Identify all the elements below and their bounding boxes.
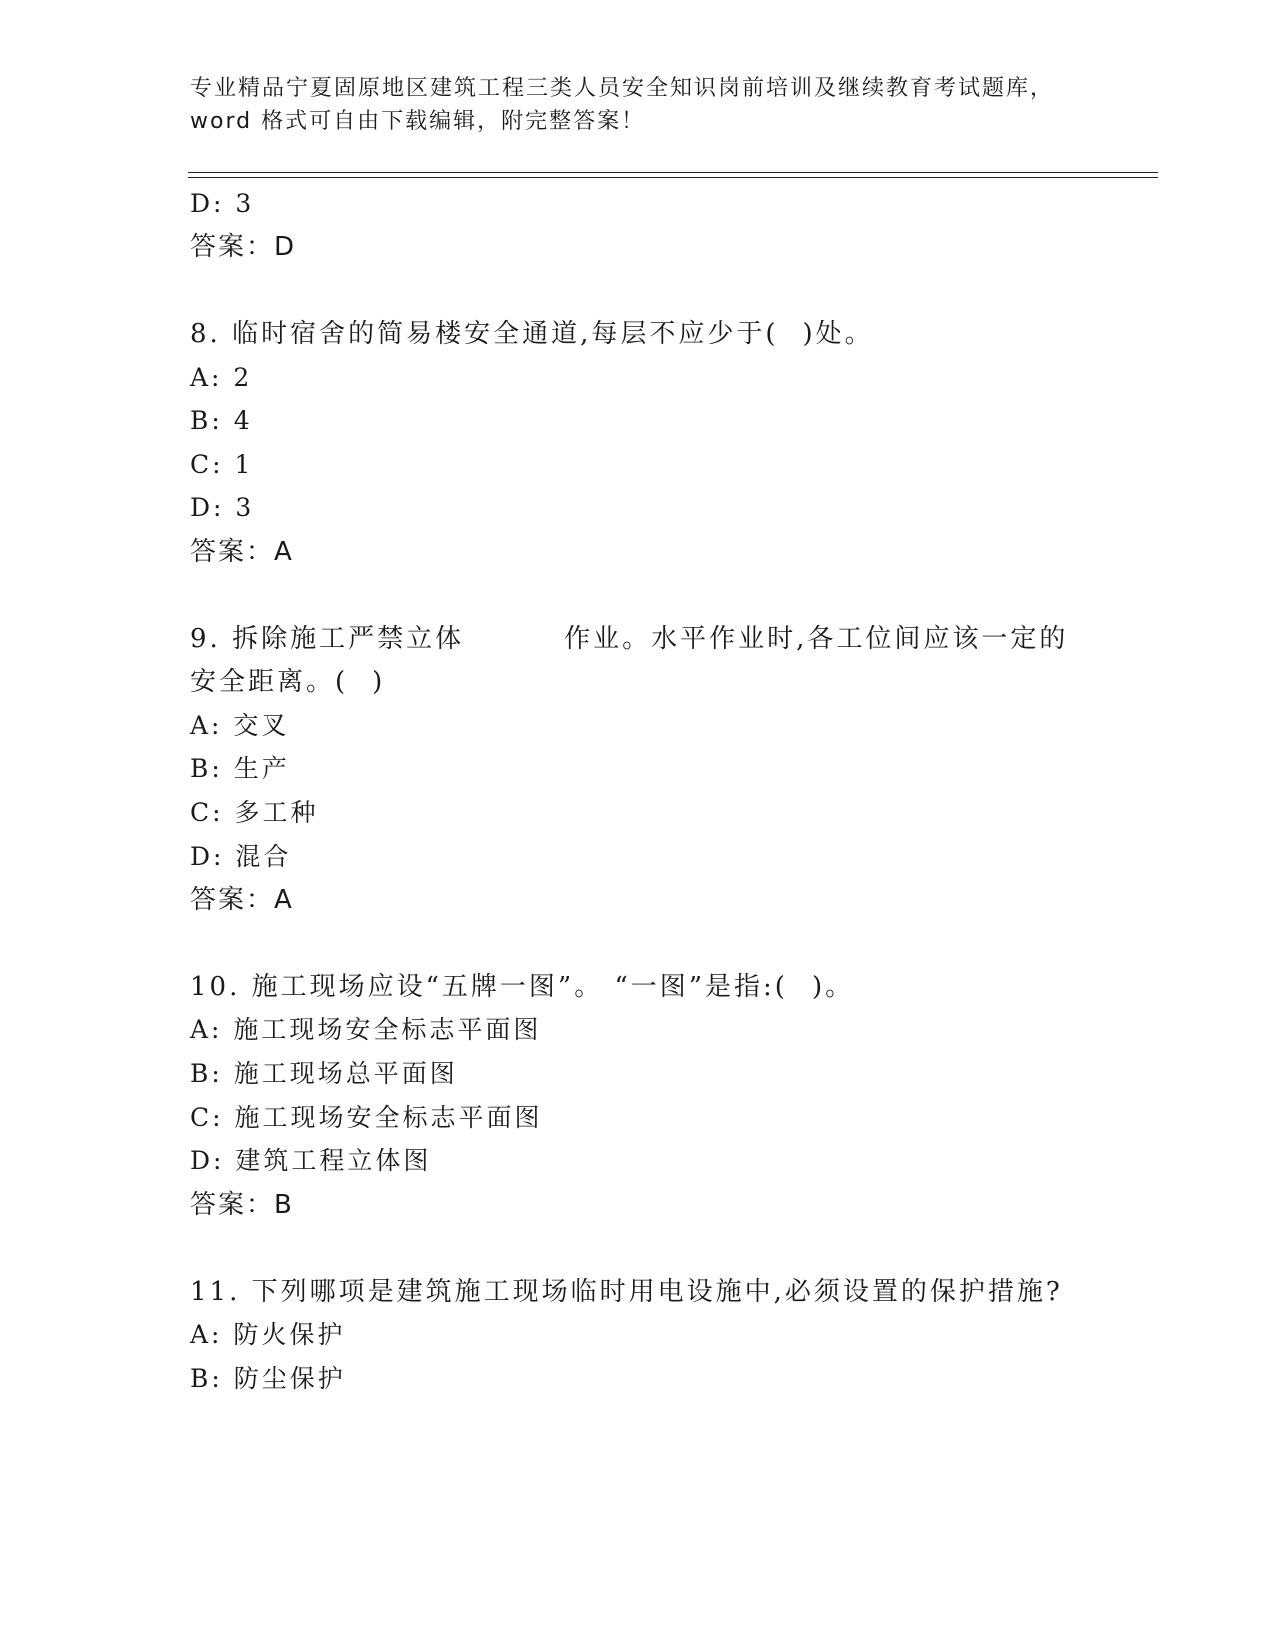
- q10-stem-part-1: 10. 施工现场应设“五牌一图”。 “一图”是指:(: [190, 972, 788, 1002]
- document-header: [190, 72, 1090, 138]
- q9-answer: 答案：A: [190, 885, 294, 915]
- header-line-1: 专业精品宁夏固原地区建筑工程三类人员安全知识岗前培训及继续教育考试题库，: [190, 76, 1055, 101]
- q10-option-b: B: 施工现场总平面图: [190, 1059, 458, 1088]
- q7-option-d: D: 3: [190, 189, 255, 218]
- header-divider-bottom: [188, 177, 1158, 178]
- q8-option-a: A: 2: [190, 363, 253, 392]
- q8-stem-part-2: )处。: [802, 319, 874, 349]
- q10-answer: 答案：B: [190, 1190, 294, 1220]
- q9-stem-part-1: 9. 拆除施工严禁立体: [190, 624, 465, 654]
- q10-option-c: C: 施工现场安全标志平面图: [190, 1103, 543, 1132]
- q10-option-d: D: 建筑工程立体图: [190, 1146, 432, 1175]
- q8-stem: [190, 318, 874, 350]
- q8-option-b: B: 4: [190, 406, 253, 435]
- header-line-2: word 格式可自由下载编辑，附完整答案！: [190, 109, 646, 134]
- q9-option-d: D: 混合: [190, 842, 292, 871]
- q10-stem-part-2: )。: [811, 972, 855, 1002]
- q9-option-a: A: 交叉: [190, 711, 290, 740]
- q8-answer: 答案：A: [190, 537, 294, 567]
- q8-option-c: C: 1: [190, 450, 254, 479]
- q9-stem-part-4: ): [372, 667, 386, 697]
- q11-option-b: B: 防尘保护: [190, 1364, 346, 1393]
- q11-option-a: A: 防火保护: [190, 1320, 346, 1349]
- q8-option-d: D: 3: [190, 493, 255, 522]
- header-divider-top: [188, 172, 1158, 173]
- q7-answer: 答案：D: [190, 232, 297, 262]
- q9-stem-line-1: [190, 623, 1068, 655]
- q8-stem-part-1: 8. 临时宿舍的简易楼安全通道,每层不应少于(: [190, 319, 779, 349]
- q9-stem-part-2: 作业。水平作业时,各工位间应该一定的: [564, 624, 1069, 654]
- q9-option-b: B: 生产: [190, 754, 290, 783]
- q10-stem: [190, 971, 854, 1003]
- q11-stem: 11. 下列哪项是建筑施工现场临时用电设施中,必须设置的保护措施?: [190, 1277, 1063, 1307]
- q9-option-c: C: 多工种: [190, 798, 319, 827]
- q10-option-a: A: 施工现场安全标志平面图: [190, 1015, 542, 1044]
- q9-stem-part-3: 安全距离。(: [190, 667, 349, 697]
- q9-stem-line-2: [190, 666, 385, 698]
